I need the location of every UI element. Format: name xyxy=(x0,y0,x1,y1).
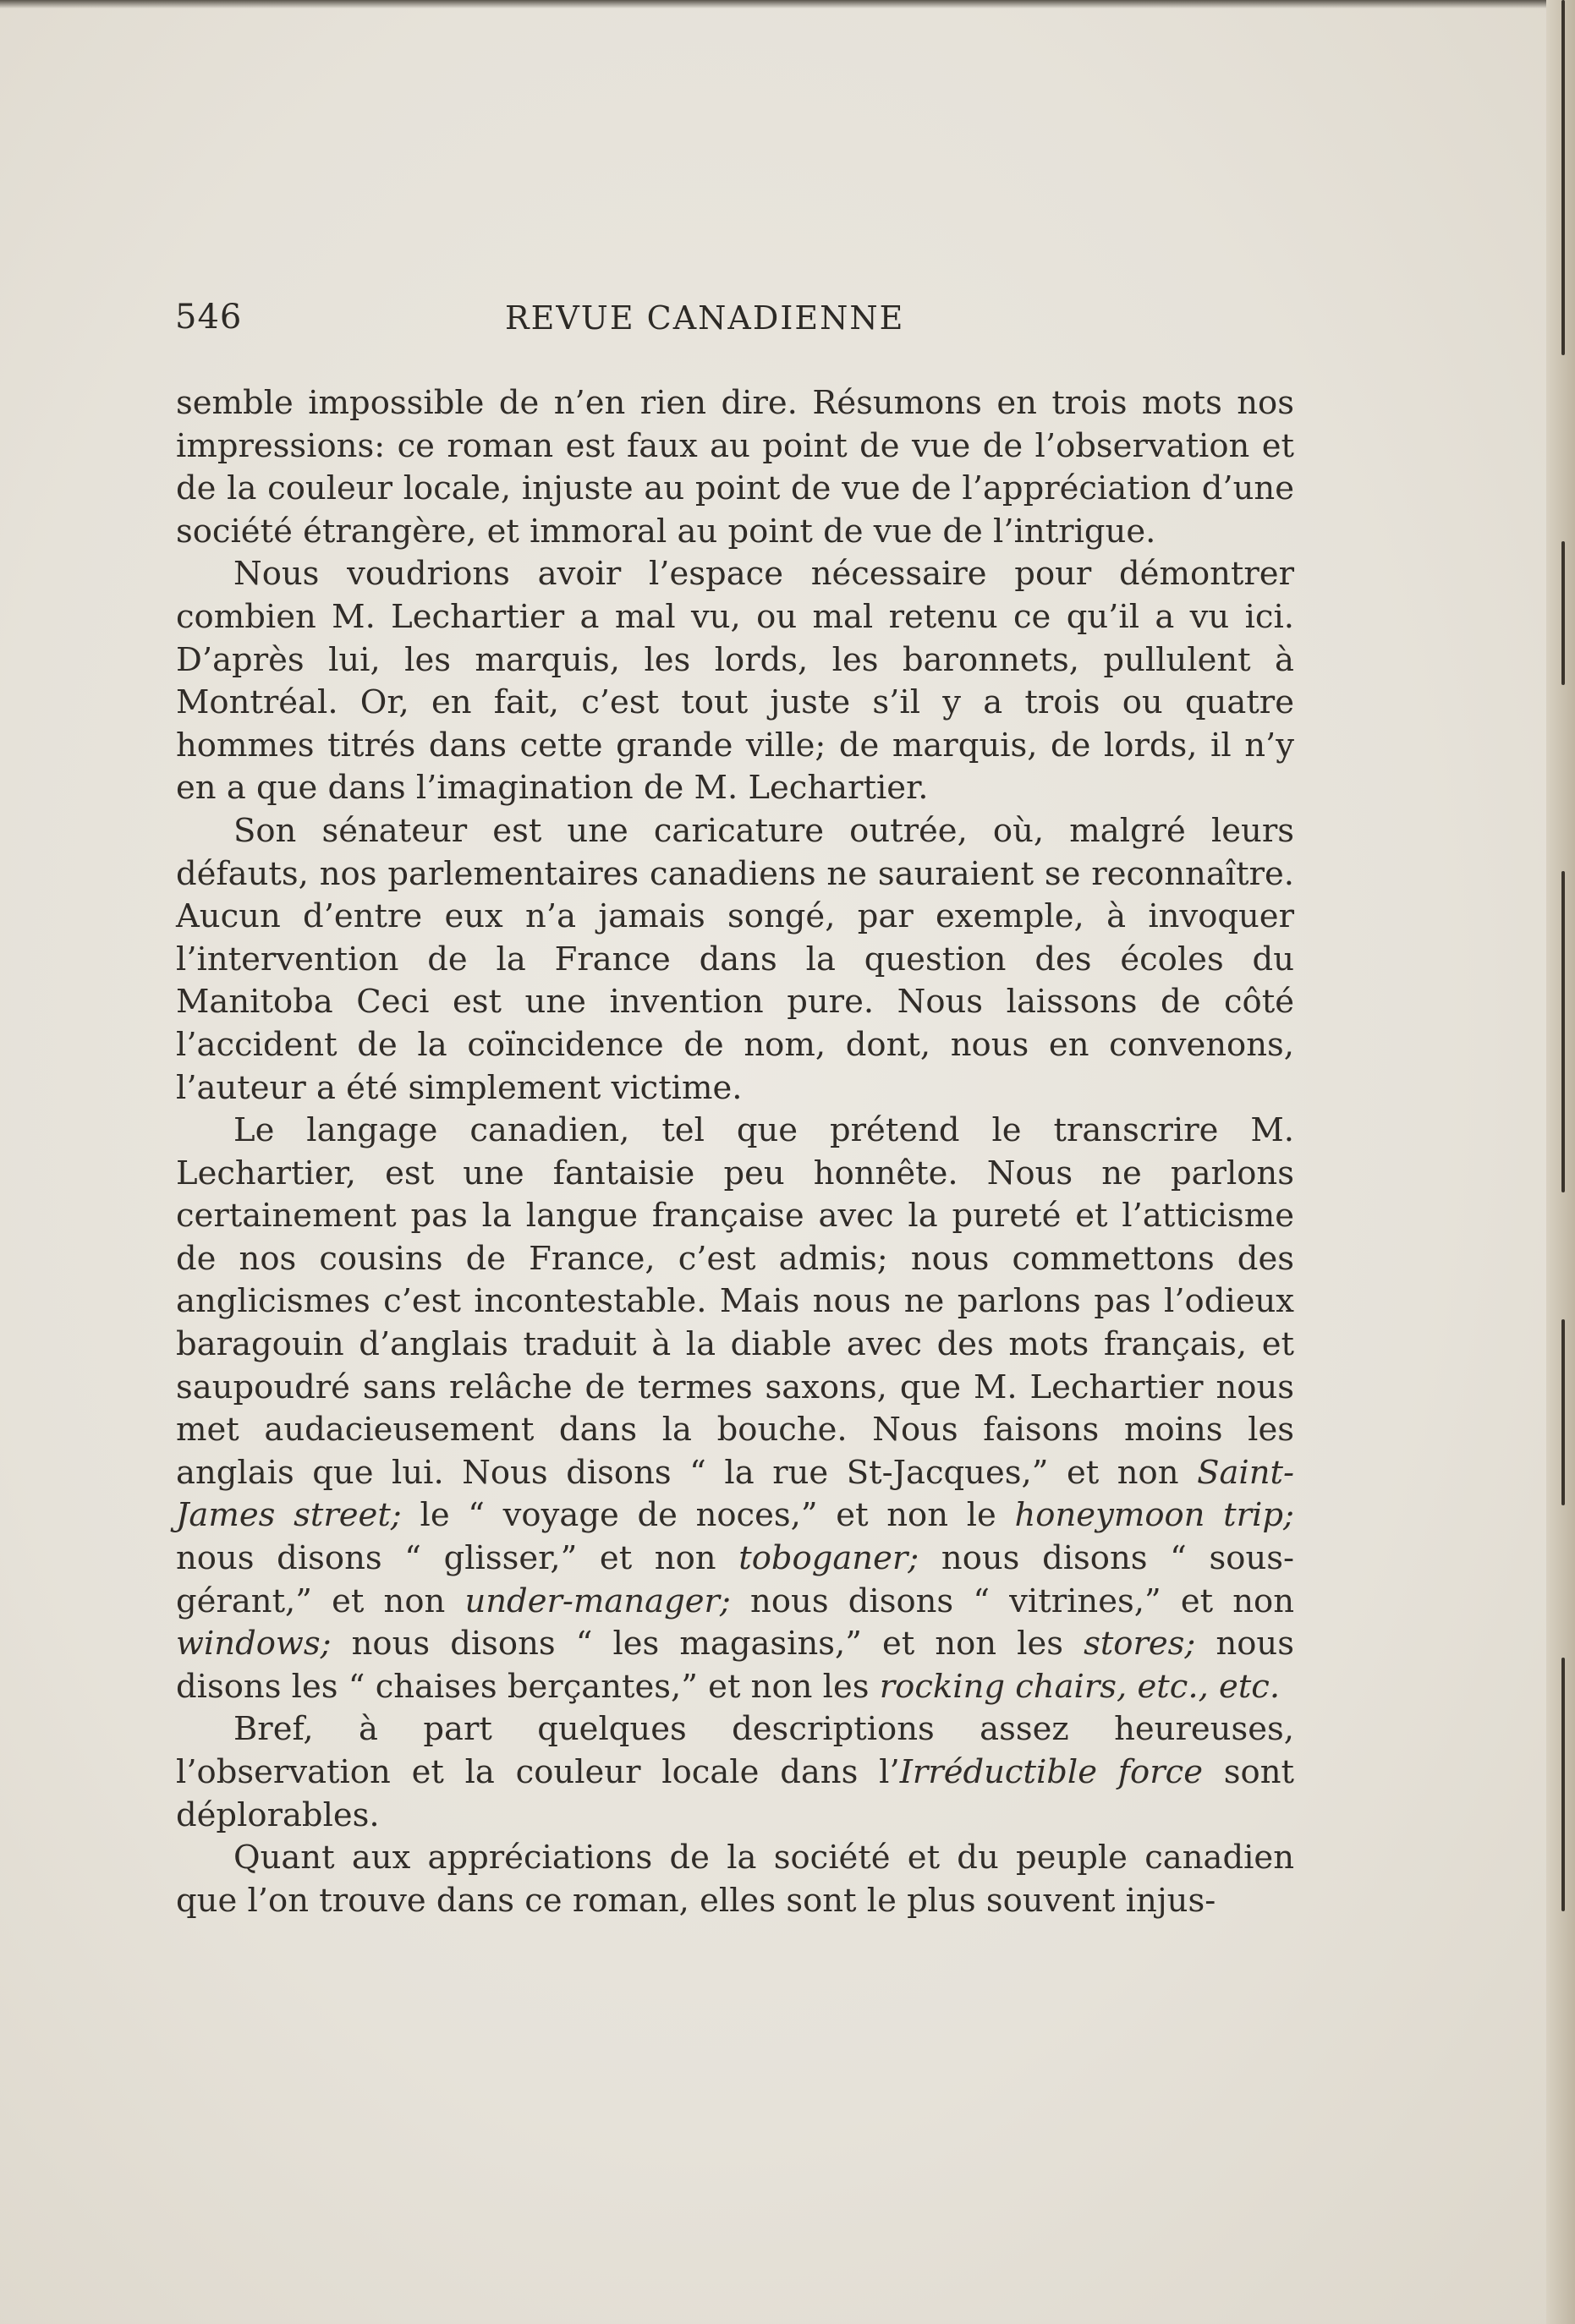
edge-mark xyxy=(1561,541,1565,685)
paragraph xyxy=(176,553,1294,810)
running-title: REVUE CANADIENNE xyxy=(505,299,905,337)
text-run: Le langage canadien, tel que prétend le transcrire M. Lechartier, est une fantaisie peu honnête. Nous ne parlons certainement pas la langue française avec la pureté et l’atticisme de nos cousins de France, c’est admis; nous commettons des anglicismes c’est incontestable. Mais nous ne parlons pas l’odieux baragouin d’anglais traduit à la diable avec des mots français, et saupoudré sans relâche de termes saxons, que M. Lechartier nous met audacieusement dans la bouche. Nous faisons moins les anglais que lui. Nous disons “ la rue St-Jacques,” et non xyxy=(176,1111,1294,1492)
italic-text: stores; xyxy=(1084,1625,1196,1664)
italic-text: under-manager; xyxy=(464,1581,731,1620)
edge-mark xyxy=(1561,871,1565,1192)
italic-text: honeymoon trip; xyxy=(1014,1496,1294,1535)
paragraph xyxy=(176,1837,1294,1922)
text-run: le “ voyage de noces,” et non le xyxy=(401,1496,1015,1535)
text-run: nous disons “ vitrines,” et non xyxy=(730,1581,1294,1620)
text-run: Bref, à part quelques descriptions assez heureuses, l’observation et la couleur locale dans l’ xyxy=(176,1710,1294,1791)
paragraph xyxy=(176,810,1294,1110)
italic-text: toboganer; xyxy=(738,1539,919,1578)
paragraph xyxy=(176,1708,1294,1837)
text-run: sont déplorables. xyxy=(176,1753,1294,1834)
body-text xyxy=(176,382,1294,1922)
italic-text: Irréductible force xyxy=(899,1753,1203,1791)
page-header xyxy=(175,298,1309,348)
paragraph xyxy=(176,1110,1294,1708)
text-run: nous disons les “ chaises berçantes,” et non les xyxy=(176,1625,1294,1706)
text-run: Son sénateur est une caricature outrée, où, malgré leurs défauts, nos parlementaires canadiens ne sauraient se reconnaître. Aucun d’entre eux n’a jamais songé, par exemple, à invoquer l’intervention de la France dans la question des écoles du Manitoba Ceci est une invention pure. Nous laissons de côté l’accident de la coïncidence de nom, dont, nous en convenons, l’auteur a été simplement victime. xyxy=(176,811,1294,1107)
text-run: Quant aux appréciations de la société et du peuple canadien que l’on trouve dans ce roman, elles sont le plus souvent injus- xyxy=(176,1839,1294,1920)
edge-mark xyxy=(1561,1658,1565,1911)
page-number: 546 xyxy=(175,298,243,337)
edge-mark xyxy=(1561,0,1565,355)
text-run: nous disons “ glisser,” et non xyxy=(176,1539,739,1578)
text-run: semble impossible de n’en rien dire. Résumons en trois mots nos impressions: ce roman est faux au point de vue de l’observation et de la couleur locale, injuste au point de vue de l’appréciation d’une société étrangère, et immoral au point de vue de l’intrigue. xyxy=(176,384,1294,551)
text-run: nous disons “ sous-gérant,” et non xyxy=(176,1539,1295,1620)
italic-text: windows; xyxy=(176,1625,332,1664)
text-run: Nous voudrions avoir l’espace nécessaire pour démontrer combien M. Lechartier a mal vu, ou mal retenu ce qu’il a vu ici. D’après lui, les marquis, les lords, les baronnets, pullulent à Montréal. Or, en fait, c’est tout juste s’il y a trois ou quatre hommes titrés dans cette grande ville; de marquis, de lords, il n’y en a que dans l’imagination de M. Lechartier. xyxy=(176,555,1294,808)
italic-text: Saint-James street; xyxy=(176,1453,1294,1535)
page-right-edge xyxy=(1546,0,1575,2324)
edge-mark xyxy=(1561,1319,1565,1505)
italic-text: rocking chairs, etc., etc. xyxy=(879,1667,1281,1706)
top-edge-shadow xyxy=(0,0,1575,8)
text-run: nous disons “ les magasins,” et non les xyxy=(331,1625,1084,1664)
paragraph xyxy=(176,382,1294,553)
